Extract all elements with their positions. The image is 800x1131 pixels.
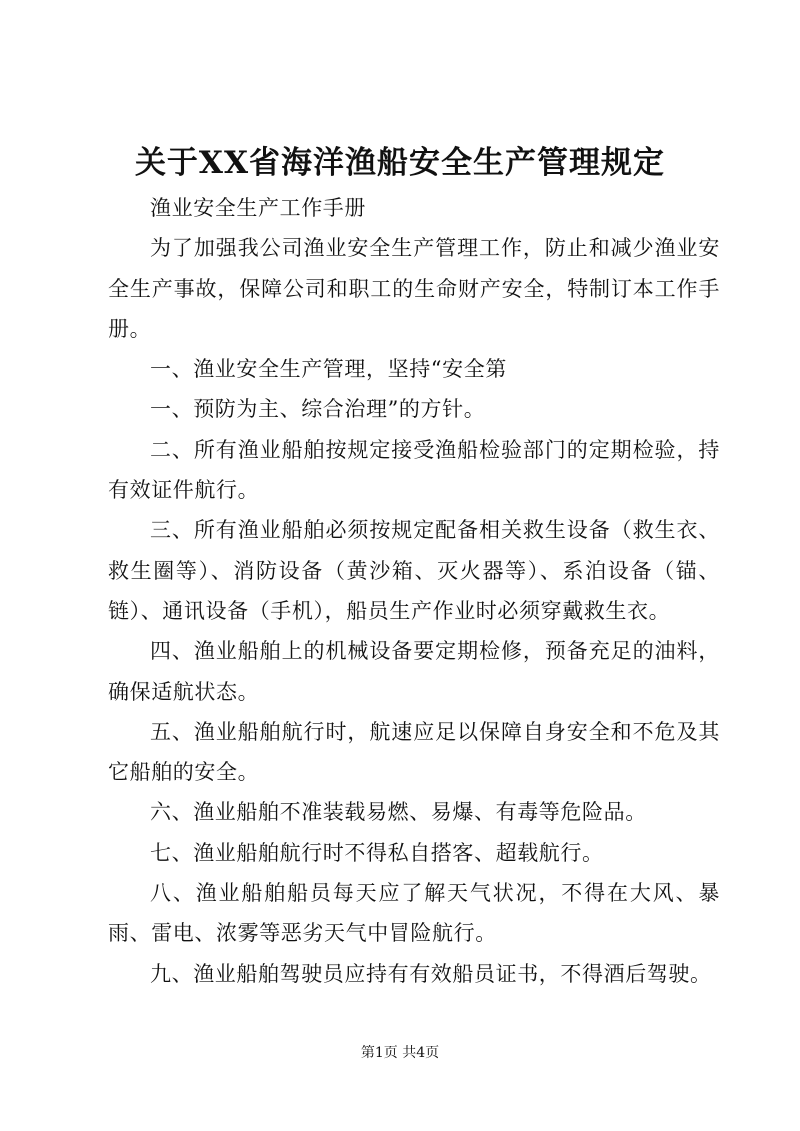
paragraph: 四、渔业船舶上的机械设备要定期检修，预备充足的油料，确保适航状态。: [108, 639, 720, 704]
paragraph: 渔业安全生产工作手册: [150, 196, 366, 220]
paragraph: 一、预防为主、综合治理”的方针。: [150, 397, 486, 422]
document-body: [108, 188, 720, 994]
page-total: 共4页: [402, 1045, 440, 1061]
paragraph: 八、渔业船舶船员每天应了解天气状况，不得在大风、暴雨、雷电、浓雾等恶劣天气中冒险航行。: [108, 881, 720, 946]
paragraph: 一、渔业安全生产管理，坚持“安全第: [150, 357, 507, 382]
paragraph: 三、所有渔业船舶必须按规定配备相关救生设备（救生衣、救生圈等）、消防设备（黄沙箱、灭火器等）、系泊设备（锚、链）、通讯设备（手机），船员生产作业时必须穿戴救生衣。: [108, 518, 720, 623]
paragraph: 九、渔业船舶驾驶员应持有有效船员证书，不得酒后驾驶。: [150, 961, 712, 986]
paragraph: 六、渔业船舶不准装载易燃、易爆、有毒等危险品。: [150, 800, 647, 825]
paragraph: 二、所有渔业船舶按规定接受渔船检验部门的定期检验，持有效证件航行。: [108, 437, 720, 503]
paragraph: 七、渔业船舶航行时不得私自搭客、超载航行。: [150, 840, 604, 865]
paragraph: 五、渔业船舶航行时，航速应足以保障自身安全和不危及其它船舶的安全。: [108, 719, 720, 785]
paragraph: 为了加强我公司渔业安全生产管理工作，防止和减少渔业安全生产事故，保障公司和职工的生命财产安全，特制订本工作手册。: [108, 236, 720, 341]
page-footer: [0, 1043, 800, 1063]
document-title: 关于XX省海洋渔船安全生产管理规定: [134, 145, 666, 181]
page-number: 第1页: [360, 1045, 398, 1061]
